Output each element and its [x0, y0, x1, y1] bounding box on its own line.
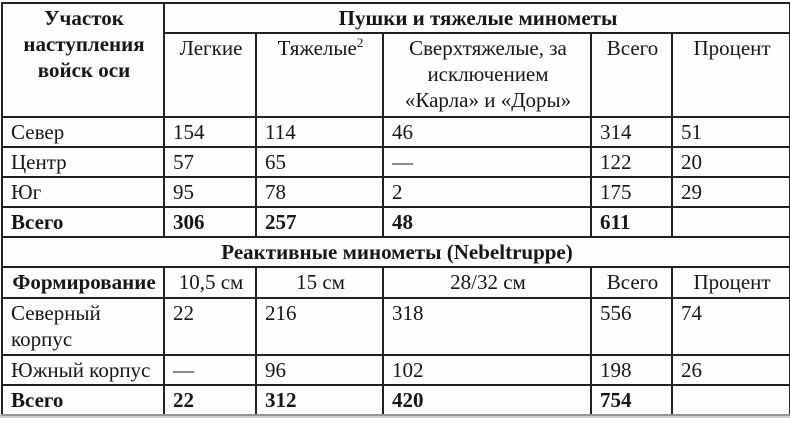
guns-header-band-row: [2, 3, 790, 33]
value-cell: 114: [256, 117, 383, 147]
value-cell: 154: [164, 117, 256, 147]
page-bottom-rule: [0, 414, 790, 418]
value-cell: 29: [672, 177, 790, 207]
nebel-column-header-row: [2, 267, 790, 298]
table-row: [2, 177, 790, 207]
row-label-cell: Центр: [2, 147, 164, 177]
guns-header-total: Всего: [591, 33, 672, 117]
value-cell: 74: [672, 298, 790, 355]
value-cell: 314: [591, 117, 672, 147]
guns-header-percent: Процент: [672, 33, 790, 117]
nebel-header-105cm: 10,5 см: [164, 267, 256, 298]
totals-value-cell: 312: [256, 385, 383, 415]
value-cell: 57: [164, 147, 256, 177]
totals-label-cell: Всего: [2, 207, 164, 237]
totals-value-cell: 22: [164, 385, 256, 415]
value-cell: 51: [672, 117, 790, 147]
value-cell: 78: [256, 177, 383, 207]
table-row: [2, 147, 790, 177]
guns-header-heavy-label: Тяжелые: [277, 36, 357, 60]
row-label-cell: Северный корпус: [2, 298, 164, 355]
value-cell: 26: [672, 355, 790, 385]
nebel-header-formation: Формирование: [2, 267, 164, 298]
value-cell: 46: [383, 117, 591, 147]
value-cell: 96: [256, 355, 383, 385]
value-cell: —: [383, 147, 591, 177]
nebel-header-total: Всего: [591, 267, 672, 298]
row-label-cell: Южный корпус: [2, 355, 164, 385]
artillery-table: [1, 2, 790, 416]
nebel-header-2832cm: 28/32 см: [383, 267, 591, 298]
nebel-header-band-row: [2, 237, 790, 267]
value-cell: 556: [591, 298, 672, 355]
table-row: [2, 117, 790, 147]
value-cell: 20: [672, 147, 790, 177]
value-cell: 2: [383, 177, 591, 207]
value-cell: 102: [383, 355, 591, 385]
value-cell: 65: [256, 147, 383, 177]
corner-header-cell: Участок наступления войск оси: [2, 3, 164, 117]
value-cell: —: [164, 355, 256, 385]
row-label-cell: Юг: [2, 177, 164, 207]
value-cell: 318: [383, 298, 591, 355]
totals-value-cell: 48: [383, 207, 591, 237]
totals-value-cell: 257: [256, 207, 383, 237]
scanned-page: [0, 2, 790, 421]
guns-header-light: Легкие: [164, 33, 256, 117]
value-cell: 122: [591, 147, 672, 177]
nebel-section-title: Реактивные минометы (Nebeltruppe): [2, 237, 790, 267]
guns-header-heavy: [256, 33, 383, 117]
footnote-marker: 2: [356, 35, 364, 50]
totals-value-cell: 306: [164, 207, 256, 237]
totals-value-cell: 754: [591, 385, 672, 415]
totals-label-cell: Всего: [2, 385, 164, 415]
nebel-header-percent: Процент: [672, 267, 790, 298]
totals-value-cell: [672, 207, 790, 237]
value-cell: 216: [256, 298, 383, 355]
totals-value-cell: 611: [591, 207, 672, 237]
guns-section-title: Пушки и тяжелые минометы: [164, 3, 790, 33]
row-label-cell: Север: [2, 117, 164, 147]
table-row: [2, 355, 790, 385]
value-cell: 95: [164, 177, 256, 207]
value-cell: 198: [591, 355, 672, 385]
nebel-totals-row: [2, 385, 790, 415]
nebel-header-15cm: 15 см: [256, 267, 383, 298]
value-cell: 175: [591, 177, 672, 207]
totals-value-cell: 420: [383, 385, 591, 415]
guns-header-superheavy: Сверхтяжелые, за исключением «Карла» и «Доры»: [383, 33, 591, 117]
value-cell: 22: [164, 298, 256, 355]
guns-totals-row: [2, 207, 790, 237]
totals-value-cell: [672, 385, 790, 415]
table-row: [2, 298, 790, 355]
